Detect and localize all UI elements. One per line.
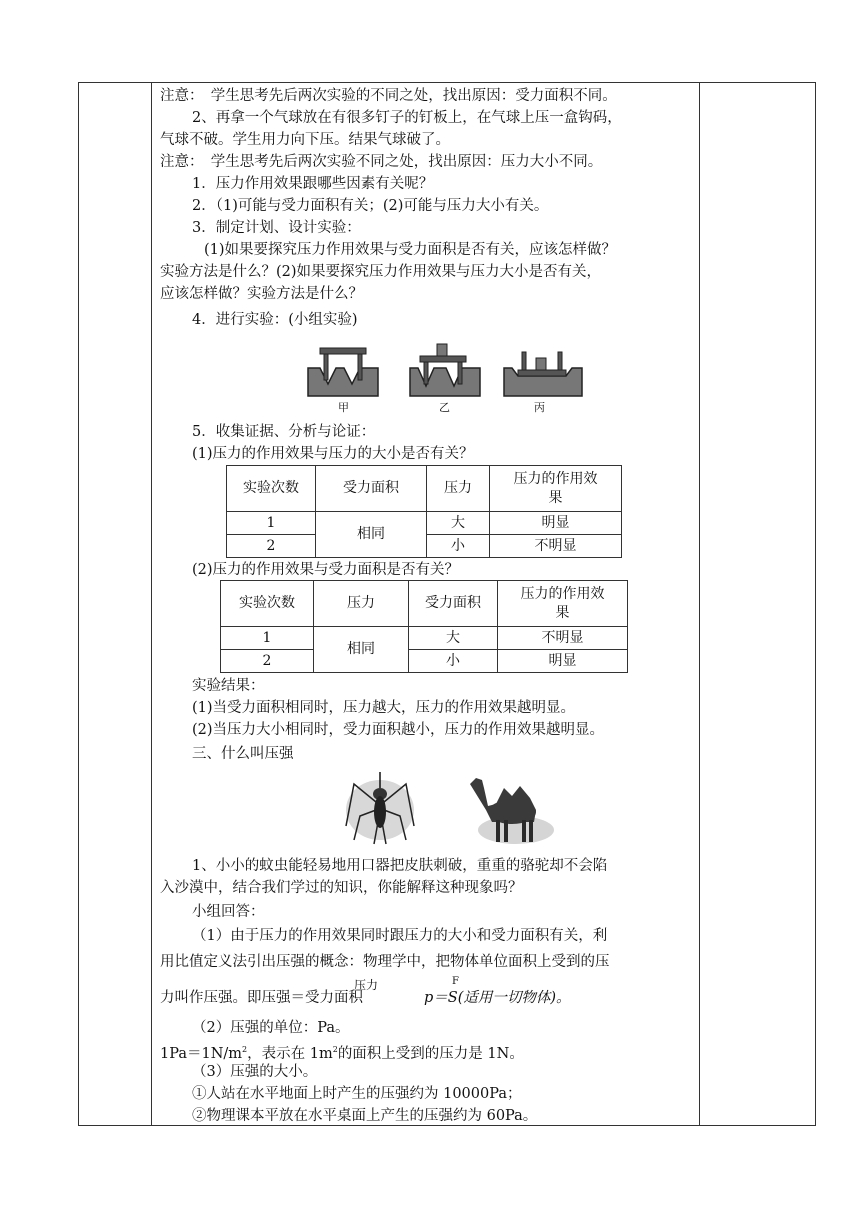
- question-line: 1．压力作用效果跟哪些因素有关呢？: [192, 176, 434, 192]
- table-cell: 相同: [314, 627, 409, 673]
- table2-header: 实验次数: [221, 581, 314, 627]
- answer-heading: 小组回答：: [192, 904, 265, 920]
- text-line: 实验方法是什么？(2)如果要探究压力作用效果与压力大小是否有关，: [160, 264, 602, 280]
- table-cell: 明显: [498, 650, 628, 673]
- table-cell: 2: [221, 650, 314, 673]
- table-cell: 不明显: [490, 535, 622, 558]
- figure-label-yi: 乙: [439, 401, 450, 414]
- table2-header-effect: 压力的作用效 果: [498, 581, 628, 627]
- table-cell: 1: [227, 512, 316, 535]
- text-line: 入沙漠中，结合我们学过的知识，你能解释这种现象吗？: [160, 880, 523, 896]
- formula-numerator: 压力: [354, 978, 379, 992]
- result-line-1: (1)当受力面积相同时，压力越大，压力的作用效果越明显。: [192, 700, 576, 716]
- table-row: [221, 650, 628, 673]
- note-line-1: 注意： 学生思考先后两次实验的不同之处，找出原因：受力面积不同。: [160, 88, 617, 104]
- mosquito-image: [340, 766, 420, 846]
- text-line: 应该怎样做？实验方法是什么？: [160, 286, 363, 302]
- result-line-2: (2)当压力大小相同时，受力面积越小，压力的作用效果越明显。: [192, 722, 605, 738]
- text-line: （1）由于压力的作用效果同时跟压力的大小和受力面积有关，利: [192, 928, 608, 944]
- table2-header: 受力面积: [409, 581, 498, 627]
- evidence-heading: 5．收集证据、分析与论证：: [192, 424, 376, 440]
- table2-header: 压力: [314, 581, 409, 627]
- column-divider-left: [151, 83, 152, 1125]
- setup-jia: [308, 348, 378, 396]
- unit-definition: $1Pa=1N/m^2$，表示在 $1m^2$的面积上受到的压力是 1N。: [160, 1045, 524, 1062]
- unit-heading: （2）压强的单位：Pa。: [192, 1020, 350, 1036]
- table-force: [226, 465, 622, 558]
- formula-f: F: [452, 976, 459, 987]
- text-line: (1)如果要探究压力作用效果与受力面积是否有关，应该怎样做？: [204, 242, 617, 258]
- note-line-2: 注意： 学生思考先后两次实验不同之处，找出原因：压力大小不同。: [160, 154, 603, 170]
- example-line-1: ①人站在水平地面上时产生的压强约为 10000Pa；: [192, 1086, 522, 1102]
- table-cell: 小: [427, 535, 490, 558]
- example-line-2: ②物理课本平放在水平桌面上产生的压强约为 60Pa。: [192, 1108, 538, 1124]
- table1-header: 压力: [427, 466, 490, 512]
- column-divider-right: [699, 83, 700, 1125]
- table-area: [220, 580, 628, 673]
- magnitude-heading: （3）压强的大小。: [192, 1064, 318, 1080]
- table-cell: 不明显: [498, 627, 628, 650]
- table-row: [221, 627, 628, 650]
- plan-heading: 3．制定计划、设计实验：: [192, 220, 361, 236]
- hypothesis-line: 2．（1)可能与受力面积有关；(2)可能与压力大小有关。: [192, 198, 549, 214]
- question-line: 1、小小的蚊虫能轻易地用口器把皮肤刺破，重重的骆驼却不会陷: [192, 858, 608, 874]
- figure-label-jia: 甲: [338, 401, 349, 414]
- text-line: 2、再拿一个气球放在有很多钉子的钉板上，在气球上压一盒钩码，: [192, 110, 622, 126]
- setup-bing: [504, 352, 582, 396]
- table1-caption: (1)压力的作用效果与压力的大小是否有关？: [192, 446, 474, 462]
- table-cell: 大: [427, 512, 490, 535]
- camel-image: [462, 766, 558, 848]
- figure-label-bing: 丙: [534, 401, 545, 414]
- definition-line: 力叫作压强。即压强＝受力面积: [160, 990, 363, 1006]
- table-cell: 大: [409, 627, 498, 650]
- text-line: 用比值定义法引出压强的概念：物理学中，把物体单位面积上受到的压: [160, 954, 610, 970]
- table1-header-effect: 压力的作用效 果: [490, 466, 622, 512]
- table1-header: 实验次数: [227, 466, 316, 512]
- table-cell: 小: [409, 650, 498, 673]
- setup-yi: [410, 344, 480, 396]
- experiment-heading: 4．进行实验：(小组实验): [192, 312, 358, 328]
- result-heading: 实验结果：: [192, 678, 265, 694]
- table-cell: 1: [221, 627, 314, 650]
- table-cell: 2: [227, 535, 316, 558]
- table-cell: 相同: [316, 512, 427, 558]
- table1-header: 受力面积: [316, 466, 427, 512]
- formula-line: p＝S(适用一切物体)。: [424, 990, 571, 1006]
- section-heading: 三、什么叫压强: [192, 746, 294, 762]
- table-row: [227, 512, 622, 535]
- text-line: 气球不破。学生用力向下压。结果气球破了。: [160, 132, 450, 148]
- table-cell: 明显: [490, 512, 622, 535]
- table2-caption: (2)压力的作用效果与受力面积是否有关？: [192, 562, 460, 578]
